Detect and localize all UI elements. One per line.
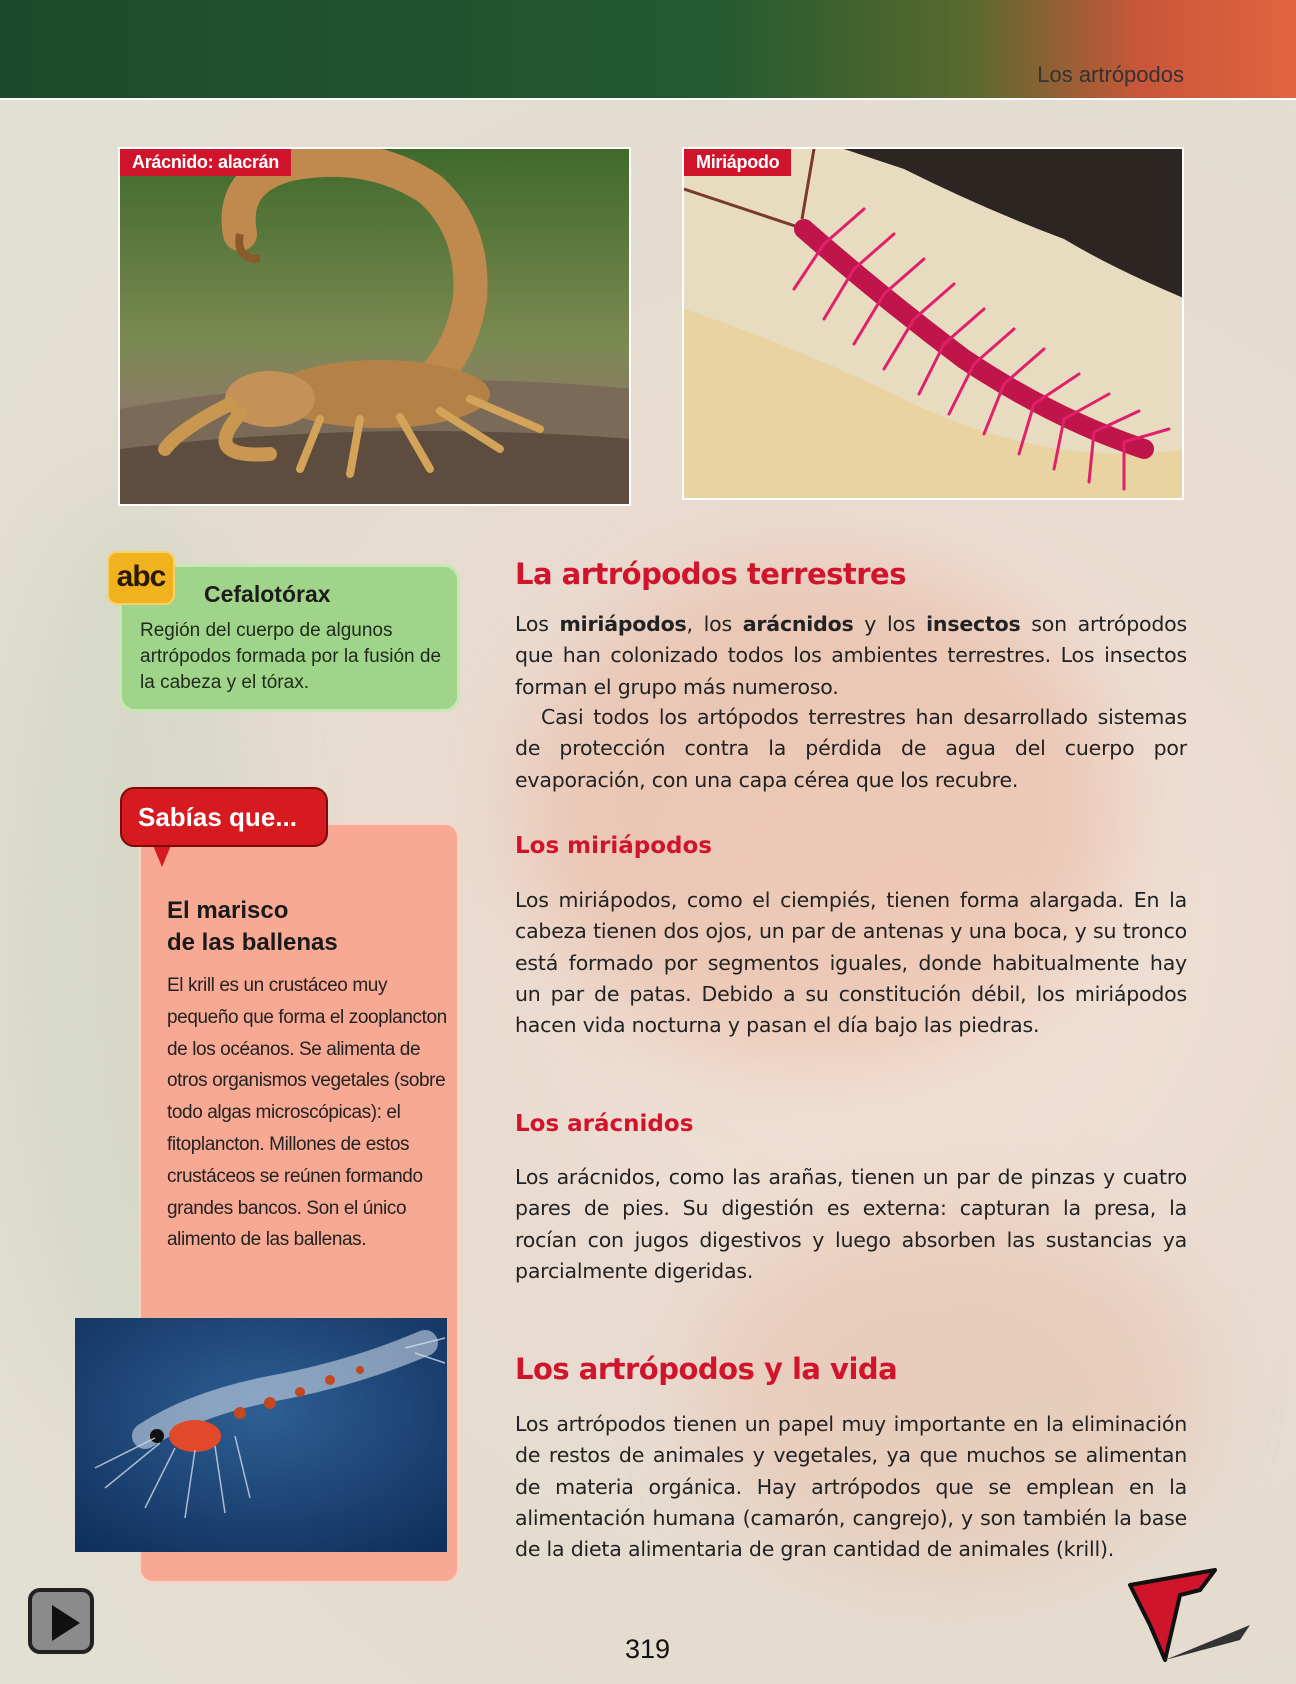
- text-run: y los: [853, 612, 927, 636]
- terrestrial-paragraph-1: [515, 609, 1187, 703]
- did-you-know-tab: Sabías que...: [120, 787, 328, 847]
- section-title-myriapods: Los miriápodos: [515, 833, 712, 859]
- keyword-arachnids: arácnidos: [742, 612, 854, 636]
- life-paragraph: Los artrópodos tienen un papel muy importante en la eliminación de restos de animales y vegetales, ya que muchos se alimentan de materia orgánica. Hay artrópodos que se emplean en la alimentación humana (camarón, cangrejo), y son también la base de la dieta alimentaria de gran cantidad de animales (krill).: [515, 1412, 1187, 1562]
- text-run: , los: [686, 612, 743, 636]
- terrestrial-paragraph-2: Casi todos los artópodos terrestres han desarrollado sistemas de protección contra la pérdida de agua del cuerpo por evaporación, con una capa cérea que los recubre.: [515, 705, 1187, 792]
- play-button[interactable]: [28, 1588, 94, 1654]
- krill-illustration: [75, 1318, 447, 1552]
- page-number: 319: [625, 1634, 671, 1664]
- scorpion-photo: [118, 147, 631, 506]
- keyword-insects: insectos: [926, 612, 1021, 636]
- publisher-logo-icon: [1120, 1565, 1250, 1665]
- arachnids-paragraph: Los arácnidos, como las arañas, tienen un par de pinzas y cuatro pares de pies. Su digestión es externa: capturan la presa, la rocían con jugos digestivos y luego absorben las sustancias ya parcialmente digeridas.: [515, 1165, 1187, 1283]
- chapter-title: Los artrópodos: [1037, 62, 1184, 87]
- millipede-illustration: [684, 149, 1184, 500]
- did-you-know-text: El krill es un crustáceo muy pequeño que forma el zooplancton de los océanos. Se alimenta de otros organismos vegetales (sobre todo algas microscópicas): el fitoplancton. Millones de estos crustáceos se reúnen formando grandes bancos. Son el único alimento de las ballenas.: [167, 975, 447, 1251]
- heading-line-1: El marisco: [167, 897, 289, 924]
- section-title-arachnids: Los arácnidos: [515, 1111, 694, 1137]
- glossary-definition: Región del cuerpo de algunos artrópodos formada por la fusión de la cabeza y el tórax.: [140, 620, 442, 693]
- scorpion-illustration: [120, 149, 631, 506]
- millipede-photo: [682, 147, 1184, 500]
- millipede-label: Miriápodo: [684, 149, 791, 176]
- text-run: son artrópodos que han colonizado todos los ambientes terrestres. Los insectos forman el grupo más numeroso.: [515, 612, 1187, 699]
- heading-line-2: de las ballenas: [167, 929, 338, 956]
- did-you-know-heading: [167, 895, 338, 959]
- section-title-terrestrial: La artrópodos terrestres: [515, 557, 906, 591]
- glossary-term: Cefalotórax: [204, 581, 331, 607]
- keyword-myriapods: miriápodos: [559, 612, 687, 636]
- krill-photo: [75, 1318, 447, 1552]
- section-title-life: Los artrópodos y la vida: [515, 1352, 898, 1386]
- myriapods-paragraph: Los miriápodos, como el ciempiés, tienen forma alargada. En la cabeza tienen dos ojos, un par de antenas y una boca, y su tronco está formado por segmentos iguales, donde habitualmente hay un par de patas. Debido a su constitución débil, los miriápodos hacen vida nocturna y pasan el día bajo las piedras.: [515, 888, 1187, 1038]
- scorpion-label: Arácnido: alacrán: [120, 149, 291, 176]
- text-run: Los: [515, 612, 560, 636]
- glossary-badge: abc: [107, 551, 175, 605]
